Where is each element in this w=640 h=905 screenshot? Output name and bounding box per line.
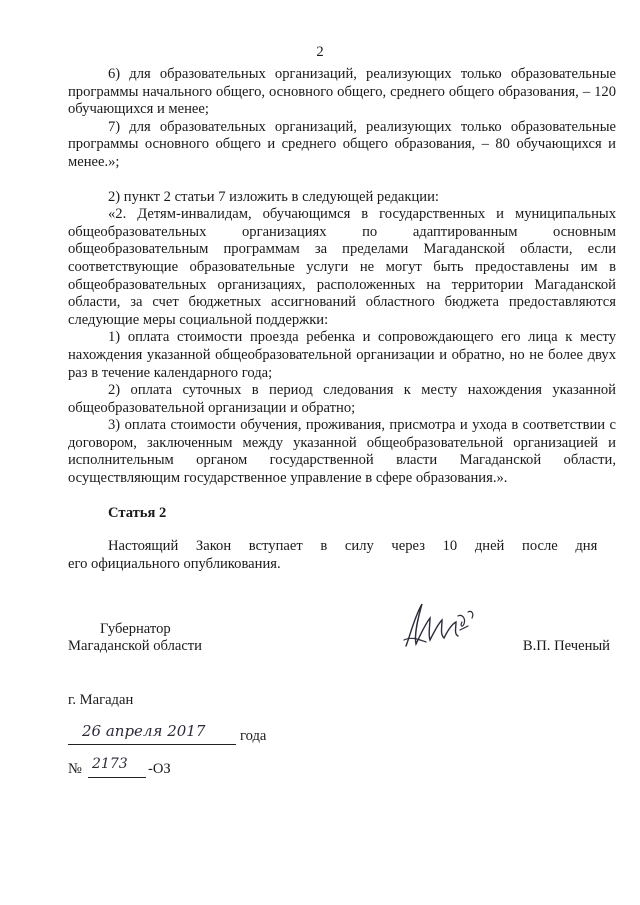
signatory-post: Губернатор <box>100 621 171 637</box>
law-number-line <box>68 756 188 783</box>
list-item-7: 7) для образовательных организаций, реализующих только образовательные программы основного общего и среднего общего образования, – 80 обучающихся и менее.»; <box>68 118 616 170</box>
signature-block <box>68 621 616 661</box>
city-label: г. Магадан <box>68 692 134 708</box>
article-2-text <box>68 538 616 573</box>
date-suffix: года <box>240 728 267 744</box>
article-2-line-2: его официального опубликования. <box>68 555 281 572</box>
number-suffix: -ОЗ <box>148 761 171 777</box>
support-measure-3: 3) оплата стоимости обучения, проживания, присмотра и ухода в соответствии с договором, заключенным между указанной общеобразовательной организацией и исполнительным органом государственной власти Магаданской области, осуществляющим государственное управление в сфере образования.». <box>68 417 616 487</box>
amendment-text: «2. Детям-инвалидам, обучающимся в государственных и муниципальных общеобразовательных организациях по адаптированным основным общеобразовательным программам за пределами Магаданской области, если соответствующие образовательные услуги не могут быть предоставлены им в общеобразовательных организациях, расположенных на территории Магаданской области, за счет бюджетных ассигнований областного бюджета предоставляются следующие меры социальной поддержки: <box>68 206 616 328</box>
support-measure-1: 1) оплата стоимости проезда ребенка и сопровождающего его лица к месту нахождения указанной общеобразовательной организации и обратно, но не более двух раз в течение календарного года; <box>68 329 616 381</box>
article-2-title: Статья 2 <box>108 504 167 521</box>
number-sign: № <box>68 761 82 777</box>
page-number: 2 <box>316 44 324 60</box>
article-2-line-1: Настоящий Закон вступает в силу через 10 дней после дня <box>108 538 598 555</box>
document-body <box>68 66 616 573</box>
support-measure-2: 2) оплата суточных в период следования к месту нахождения указанной общеобразовательной организации и обратно; <box>68 382 616 416</box>
date-line <box>68 722 288 750</box>
handwritten-signature-icon <box>400 596 480 656</box>
list-item-6: 6) для образовательных организаций, реализующих только образовательные программы начального общего, основного общего, среднего общего образования, – 120 обучающихся и менее; <box>68 66 616 118</box>
signatory-name: В.П. Печеный <box>522 638 610 654</box>
signatory-region: Магаданской области <box>68 638 202 654</box>
handwritten-date: 26 апреля 2017 <box>82 722 206 740</box>
amendment-point-2: 2) пункт 2 статьи 7 изложить в следующей редакции: <box>108 188 439 205</box>
handwritten-law-number: 2173 <box>92 756 128 772</box>
